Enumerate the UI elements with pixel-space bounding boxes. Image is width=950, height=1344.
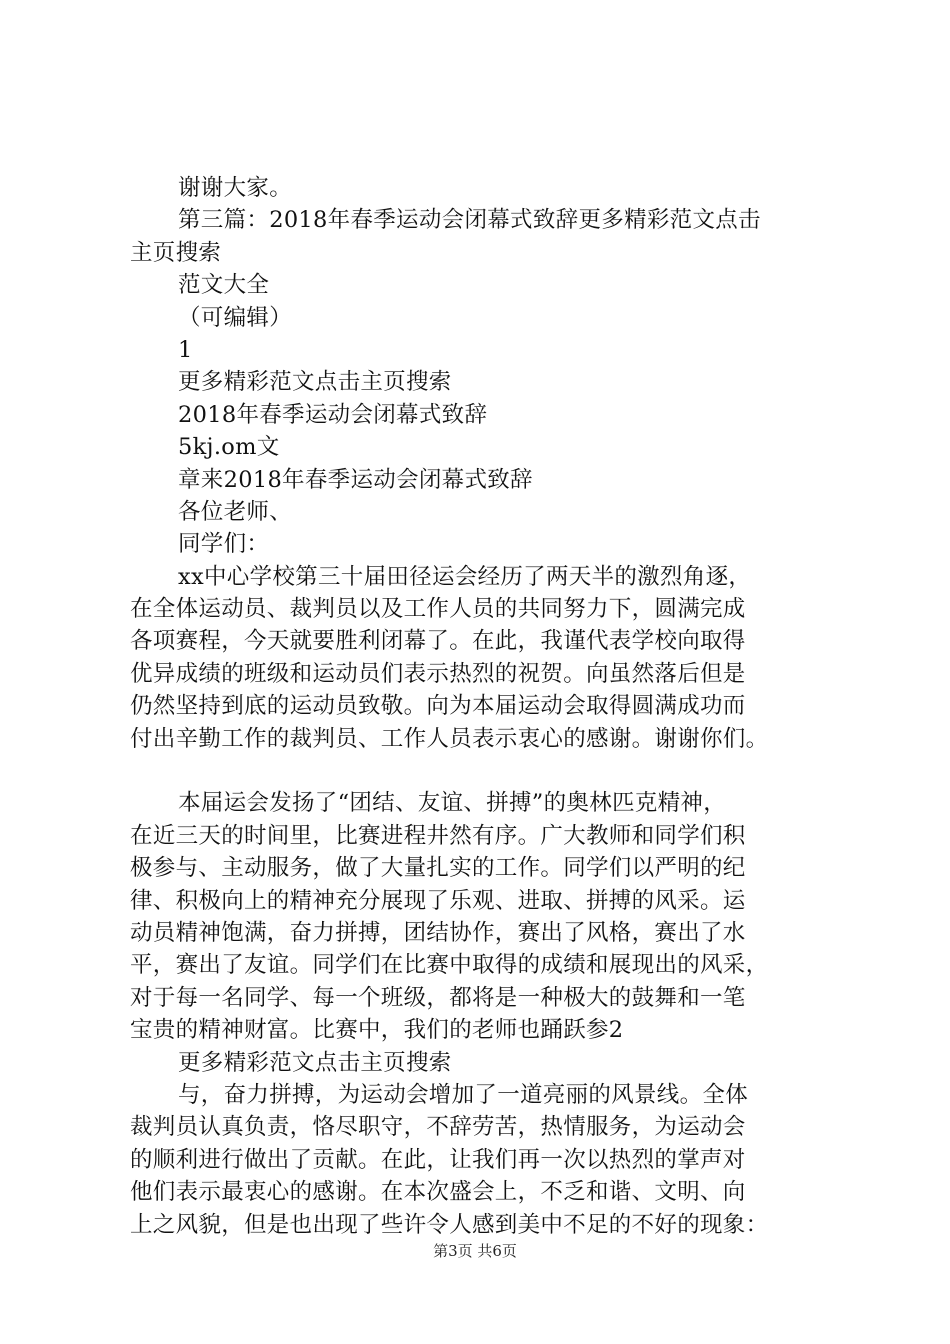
page-number-inline: 1 xyxy=(178,336,193,363)
section-heading: 第三篇：2018年春季运动会闭幕式致辞更多精彩范文点击 xyxy=(178,207,761,234)
text-line: 5kj.om文 xyxy=(178,434,280,461)
paragraph-line: 仍然坚持到底的运动员致敬。向为本届运动会取得圆满成功而 xyxy=(130,693,746,720)
paragraph-line: 的顺利进行做出了贡献。在此，让我们再一次以热烈的掌声对 xyxy=(130,1146,746,1173)
paragraph-line: 裁判员认真负责，恪尽职守，不辞劳苦，热情服务，为运动会 xyxy=(130,1114,746,1141)
paragraph-line: 本届运会发扬了“团结、友谊、拼搏”的奥林匹克精神， xyxy=(178,790,727,817)
paragraph-line: 律、积极向上的精神充分展现了乐观、进取、拼搏的风采。运 xyxy=(130,887,746,914)
paragraph-line: 宝贵的精神财富。比赛中，我们的老师也踊跃参2 xyxy=(130,1017,624,1044)
paragraph-line: 优异成绩的班级和运动员们表示热烈的祝贺。向虽然落后但是 xyxy=(130,660,746,687)
paragraph-line: 极参与、主动服务，做了大量扎实的工作。同学们以严明的纪 xyxy=(130,855,746,882)
document-title: 2018年春季运动会闭幕式致辞 xyxy=(178,401,488,428)
paragraph-spacer xyxy=(130,755,830,787)
paragraph-line: 付出辛勤工作的裁判员、工作人员表示衷心的感谢。谢谢你们。 xyxy=(130,725,769,752)
paragraph-line: 动员精神饱满，奋力拼搏，团结协作，赛出了风格，赛出了水 xyxy=(130,919,746,946)
salutation-line: 同学们： xyxy=(178,531,270,558)
page-footer: 第3页 共6页 xyxy=(433,1242,517,1260)
text-line: （可编辑） xyxy=(178,304,293,331)
salutation-line: 各位老师、 xyxy=(178,498,293,525)
paragraph-line: 在近三天的时间里，比赛进程井然有序。广大教师和同学们积 xyxy=(130,822,746,849)
paragraph-line: 对于每一名同学、每一个班级，都将是一种极大的鼓舞和一笔 xyxy=(130,984,746,1011)
document-body xyxy=(130,172,830,1241)
text-line: 范文大全 xyxy=(178,272,270,299)
text-line: 主页搜索 xyxy=(130,239,222,266)
paragraph-line: xx中心学校第三十届田径运会经历了两天半的激烈角逐， xyxy=(178,563,752,590)
paragraph-line: 他们表示最衷心的感谢。在本次盛会上，不乏和谐、文明、向 xyxy=(130,1179,746,1206)
paragraph-line: 在全体运动员、裁判员以及工作人员的共同努力下，圆满完成 xyxy=(130,596,746,623)
text-line: 更多精彩范文点击主页搜索 xyxy=(178,369,452,396)
text-line: 谢谢大家。 xyxy=(178,175,293,201)
paragraph-line: 上之风貌，但是也出现了些许令人感到美中不足的不好的现象： xyxy=(130,1211,769,1238)
paragraph-line: 与，奋力拼搏，为运动会增加了一道亮丽的风景线。全体 xyxy=(178,1081,749,1108)
paragraph-line: 各项赛程，今天就要胜利闭幕了。在此，我谨代表学校向取得 xyxy=(130,628,746,655)
repeat-header-line: 更多精彩范文点击主页搜索 xyxy=(178,1049,452,1076)
paragraph-line: 平，赛出了友谊。同学们在比赛中取得的成绩和展现出的风采， xyxy=(130,952,769,979)
text-line: 章来2018年春季运动会闭幕式致辞 xyxy=(178,466,533,493)
